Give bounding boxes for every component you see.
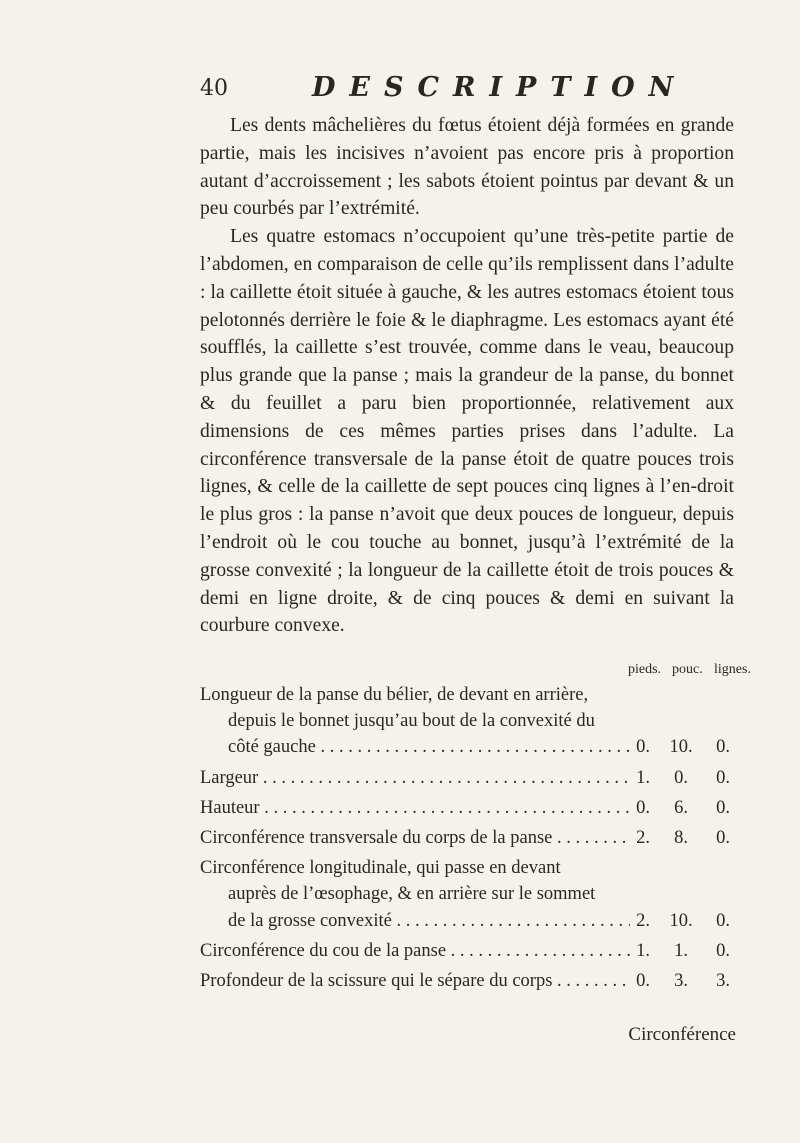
table-row [200, 682, 740, 761]
catchword: Circonférence [628, 1024, 736, 1045]
row-label [200, 682, 630, 761]
row-label-line: depuis le bonnet jusqu’au bout de la convexité du [228, 711, 595, 732]
row-values [628, 968, 740, 994]
value-pieds: 0. [636, 971, 650, 992]
value-lignes: 0. [716, 767, 730, 788]
row-label-line: côté gauche . . . [228, 737, 630, 757]
value-pouces: 10. [669, 910, 693, 931]
row-label [200, 765, 630, 791]
value-pouces: 3. [674, 971, 688, 992]
row-label [200, 825, 630, 851]
value-pieds: 2. [636, 828, 650, 849]
value-pouces: 6. [674, 797, 688, 818]
value-pouces: 1. [674, 940, 688, 961]
paragraph-teeth: Les dents mâchelières du fœtus étoient déjà formées en grande partie, mais les incisives n’avoient pas encore pris à proportion autant d’accroissement ; les sabots étoient pointus par devant & un peu courbés par l’extrémité. [200, 115, 734, 220]
table-row [200, 795, 740, 821]
measurement-table-header [0, 662, 800, 682]
value-lignes: 0. [716, 910, 730, 931]
body-text [200, 112, 734, 640]
page-number: 40 [200, 76, 228, 101]
row-values [628, 765, 740, 791]
row-label [200, 855, 630, 934]
value-lignes: 0. [716, 797, 730, 818]
running-head [0, 72, 800, 112]
value-pieds: 1. [636, 767, 650, 788]
column-header-pouces: pouc. [672, 662, 703, 677]
row-values [628, 938, 740, 964]
column-header-lignes: lignes. [714, 662, 751, 677]
value-pouces: 0. [674, 767, 688, 788]
value-pieds: 2. [636, 910, 650, 931]
table-row [200, 825, 740, 851]
row-label-line: Circonférence longitudinale, qui passe en devant [200, 858, 561, 879]
row-label-line: Circonférence du cou de la panse . . . [200, 941, 632, 961]
table-row [200, 968, 740, 994]
table-row [200, 765, 740, 791]
table-row [200, 938, 740, 964]
row-label-line: Largeur . . . [200, 768, 632, 788]
value-lignes: 0. [716, 828, 730, 849]
value-lignes: 0. [716, 940, 730, 961]
value-lignes: 0. [716, 737, 730, 758]
value-pouces: 8. [674, 828, 688, 849]
row-label-line: Circonférence transversale du corps de la panse . . . [200, 828, 632, 848]
row-values [628, 795, 740, 821]
row-label [200, 938, 630, 964]
value-pouces: 10. [669, 737, 693, 758]
column-header-pieds: pieds. [628, 662, 662, 677]
row-label-line: de la grosse convexité . . . [228, 911, 630, 931]
row-label-line: auprès de l’œsophage, & en arrière sur le sommet [228, 884, 596, 905]
row-values [628, 908, 740, 934]
table-row [200, 855, 740, 934]
row-label-line: Longueur de la panse du bélier, de devant en arrière, [200, 685, 589, 705]
value-pieds: 0. [636, 737, 650, 758]
measurement-table [200, 682, 740, 998]
row-label-line: Hauteur . . . [200, 798, 632, 818]
paragraph-stomachs: Les quatre estomacs n’occupoient qu’une très-petite partie de l’abdomen, en comparaison de celle qu’ils remplissent dans l’adulte : la caillette étoit située à gauche, & les autres estomacs étoient tous pelotonnés derrière le foie & le diaphragme. Les estomacs ayant été soufflés, la caillette s’est trouvée, comme dans le veau, beaucoup plus grande que la panse ; mais la grandeur de la panse, du bonnet & du feuillet a paru bien proportionnée, relativement aux dimensions de ces mêmes parties prises dans l’adulte. La circonférence transversale de la panse étoit de quatre pouces trois lignes, & celle de la caillette de sept pouces cinq lignes à l’en-droit le plus gros : la panse n’avoit que deux pouces de longueur, depuis l’endroit où le cou touche au bonnet, jusqu’à l’extrémité de la grosse convexité ; la longueur de la caillette étoit de trois pouces & demi en ligne droite, & de cinq pouces & demi en suivant la courbure convexe. [200, 226, 734, 637]
row-label-line: Profondeur de la scissure qui le sépare du corps . . . [200, 971, 632, 991]
row-label [200, 968, 630, 994]
value-lignes: 3. [716, 971, 730, 992]
row-values [628, 735, 740, 761]
value-pieds: 0. [636, 797, 650, 818]
row-values [628, 825, 740, 851]
value-pieds: 1. [636, 940, 650, 961]
row-label [200, 795, 630, 821]
running-title: DESCRIPTION [312, 72, 688, 103]
